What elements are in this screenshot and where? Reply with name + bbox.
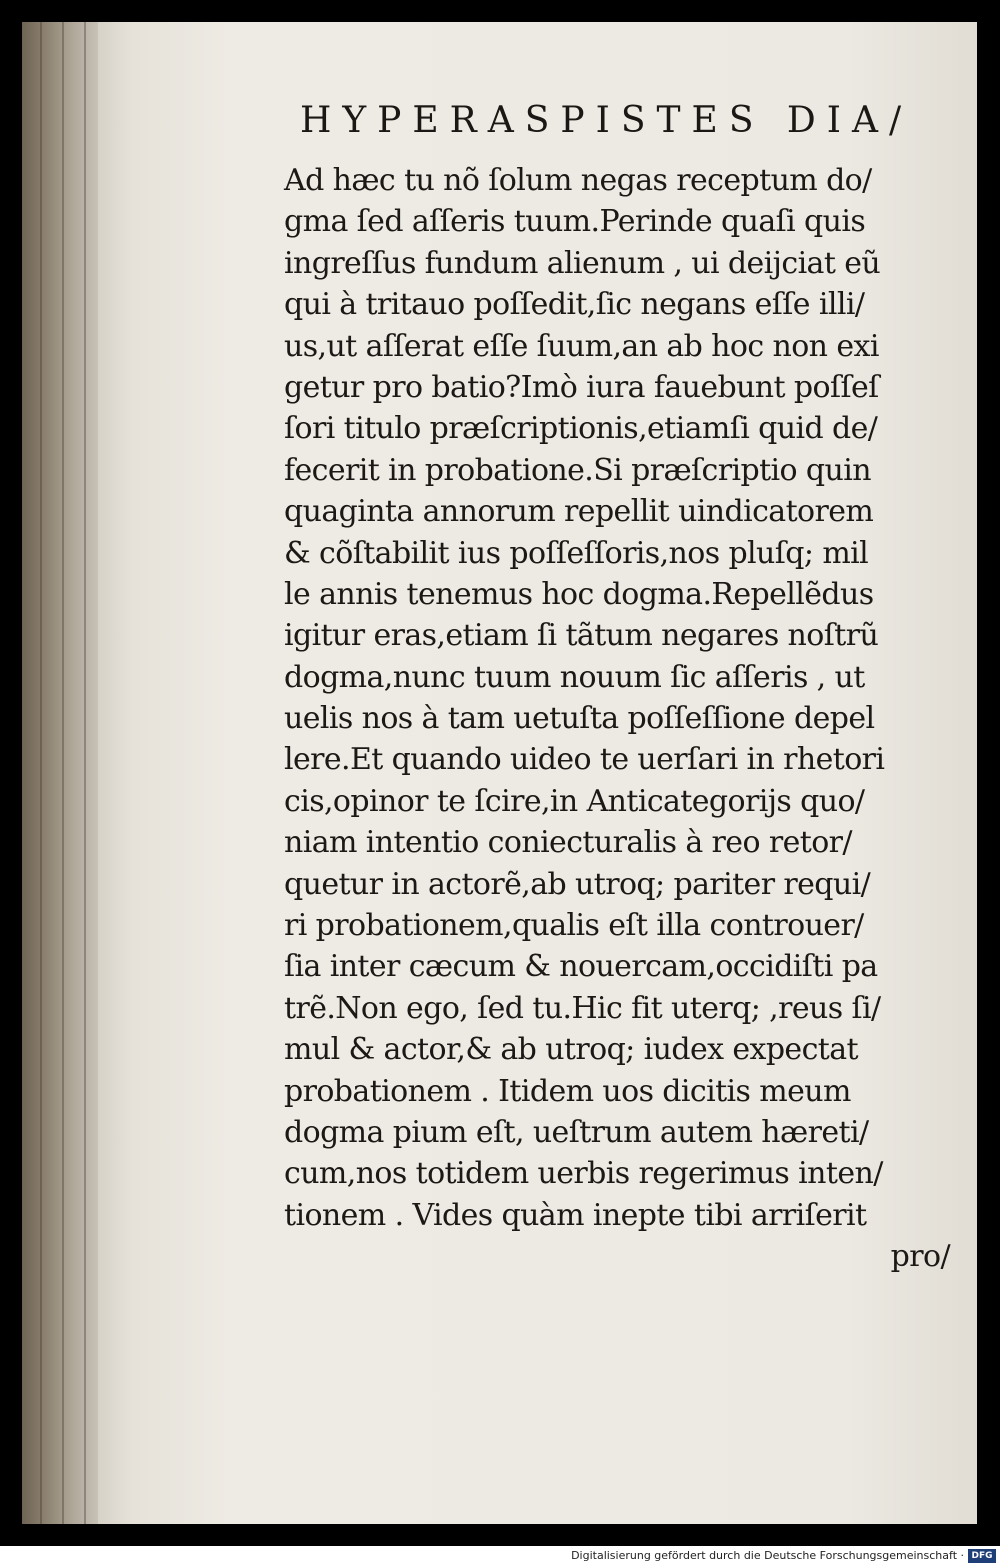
- text-line: cum,nos totidem uerbis regerimus inten/: [284, 1156, 883, 1192]
- footer-strip: [0, 1546, 1000, 1567]
- text-line: cis,opinor te ſcire,in Anticategorijs quo/: [284, 783, 865, 819]
- spine-edge-line: [84, 22, 86, 1524]
- spine-edge-line: [62, 22, 64, 1524]
- catchword: pro/: [890, 1239, 950, 1275]
- funding-credit: Digitalisierung gefördert durch die Deutsche Forschungsgemeinschaft ·: [571, 1549, 964, 1562]
- text-line: & cõſtabilit ius poſſeſſoris,nos pluſq; mil: [284, 535, 869, 571]
- text-line: igitur eras,etiam ſi tãtum negares noſtrũ: [284, 618, 879, 654]
- text-line: quaginta annorum repellit uindicatorem: [284, 494, 874, 530]
- running-head: HYPERASPISTES DIA/: [300, 100, 913, 141]
- spine-edge-line: [40, 22, 42, 1524]
- text-line: niam intentio coniecturalis à reo retor/: [284, 825, 852, 861]
- text-line: tionem . Vides quàm inepte tibi arriſerit: [284, 1197, 867, 1233]
- text-line: ſori titulo præſcriptionis,etiamſi quid de/: [284, 411, 878, 447]
- text-line: ſia inter cæcum & nouercam,occidiſti pa: [284, 949, 878, 985]
- text-line: mul & actor,& ab utroq; iudex expectat: [284, 1032, 858, 1068]
- text-line: gma ſed aſſeris tuum.Perinde quaſi quis: [284, 204, 866, 240]
- text-line: qui à tritauo poſſedit,ſic negans eſſe illi/: [284, 287, 865, 323]
- text-line: dogma,nunc tuum nouum ſic aſſeris , ut: [284, 659, 865, 695]
- text-line: trẽ.Non ego, ſed tu.Hic fit uterq; ,reus ſi/: [284, 990, 881, 1026]
- text-line: dogma pium eſt, ueſtrum autem hæreti/: [284, 1114, 869, 1150]
- text-line: probationem . Itidem uos dicitis meum: [284, 1073, 851, 1109]
- text-line: Ad hæc tu nõ ſolum negas receptum do/: [284, 163, 872, 198]
- text-line: le annis tenemus hoc dogma.Repellẽdus: [284, 576, 874, 612]
- text-block: [284, 160, 964, 1278]
- text-line: fecerit in probatione.Si præſcriptio quin: [284, 452, 871, 488]
- text-line: getur pro batio?Imò iura fauebunt poſſeſ: [284, 369, 879, 405]
- text-line: uelis nos à tam uetuſta poſſeſſione depel: [284, 701, 875, 737]
- text-line: lere.Et quando uideo te uerſari in rhetori: [284, 742, 885, 778]
- text-line: us,ut aſſerat eſſe ſuum,an ab hoc non exi: [284, 328, 879, 364]
- dfg-logo: DFG: [968, 1549, 996, 1563]
- book-spine-edge: [22, 22, 98, 1524]
- text-line: ingreſſus fundum alienum , ui deijciat eũ: [284, 245, 881, 281]
- text-line: ri probationem,qualis eſt illa controuer/: [284, 908, 864, 944]
- text-line: quetur in actorẽ,ab utroq; pariter requi/: [284, 866, 871, 902]
